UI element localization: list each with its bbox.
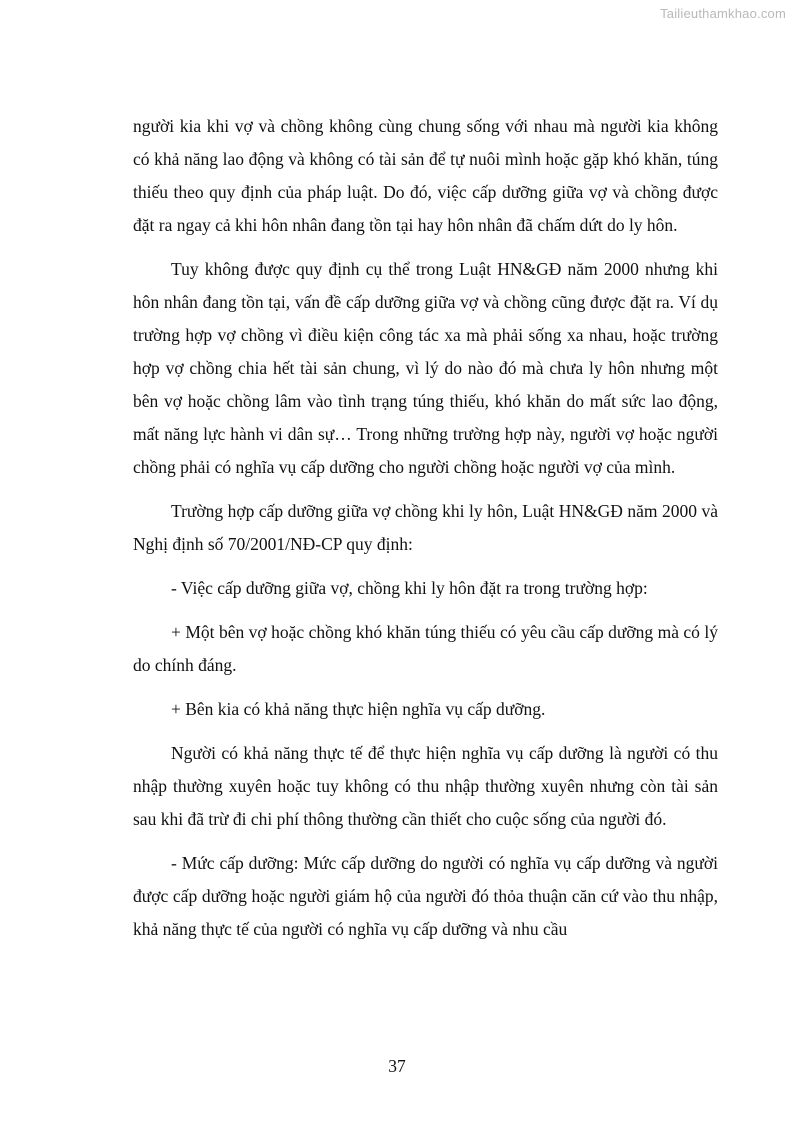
paragraph: Trường hợp cấp dưỡng giữa vợ chồng khi ly hôn, Luật HN&GĐ năm 2000 và Nghị định số 70/2001/NĐ-CP quy định:: [133, 501, 718, 554]
document-body: [133, 110, 718, 957]
list-item: + Bên kia có khả năng thực hiện nghĩa vụ cấp dưỡng.: [171, 699, 546, 719]
watermark-text: Tailieuthamkhao.com: [660, 6, 786, 21]
page-number: 37: [388, 1056, 406, 1076]
paragraph-continuation: người kia khi vợ và chồng không cùng chung sống với nhau mà người kia không có khả năng lao động và không có tài sản để tự nuôi mình hoặc gặp khó khăn, túng thiếu theo quy định của pháp luật. Do đó, việc cấp dưỡng giữa vợ và chồng được đặt ra ngay cả khi hôn nhân đang tồn tại hay hôn nhân đã chấm dứt do ly hôn.: [133, 116, 718, 235]
list-item: - Việc cấp dưỡng giữa vợ, chồng khi ly hôn đặt ra trong trường hợp:: [171, 578, 648, 598]
list-item: + Một bên vợ hoặc chồng khó khăn túng thiếu có yêu cầu cấp dưỡng mà có lý do chính đáng.: [133, 622, 718, 675]
paragraph: Người có khả năng thực tế để thực hiện nghĩa vụ cấp dưỡng là người có thu nhập thường xuyên hoặc tuy không có thu nhập thường xuyên nhưng còn tài sản sau khi đã trừ đi chi phí thông thường cần thiết cho cuộc sống của người đó.: [133, 743, 718, 829]
paragraph: Tuy không được quy định cụ thể trong Luật HN&GĐ năm 2000 nhưng khi hôn nhân đang tồn tại, vấn đề cấp dưỡng giữa vợ và chồng cũng được đặt ra. Ví dụ trường hợp vợ chồng vì điều kiện công tác xa mà phải sống xa nhau, hoặc trường hợp vợ chồng chia hết tài sản chung, vì lý do nào đó mà chưa ly hôn nhưng một bên vợ hoặc chồng lâm vào tình trạng túng thiếu, khó khăn do mất sức lao động, mất năng lực hành vi dân sự… Trong những trường hợp này, người vợ hoặc người chồng phải có nghĩa vụ cấp dưỡng cho người chồng hoặc người vợ của mình.: [133, 259, 718, 477]
list-item: - Mức cấp dưỡng: Mức cấp dưỡng do người có nghĩa vụ cấp dưỡng và người được cấp dưỡng hoặc người giám hộ của người đó thỏa thuận căn cứ vào thu nhập, khả năng thực tế của người có nghĩa vụ cấp dưỡng và nhu cầu: [133, 853, 718, 939]
